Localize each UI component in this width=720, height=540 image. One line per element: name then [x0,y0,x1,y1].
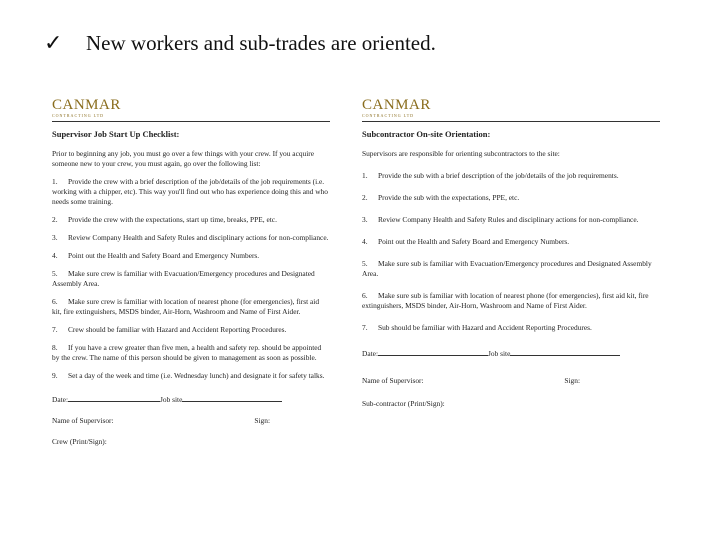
jobsite-field[interactable] [182,393,282,402]
checklist-items [52,177,330,381]
jobsite-label: Job site [160,394,183,404]
checkmark-icon: ✓ [44,30,63,55]
supervisor-sign-row [52,416,330,425]
heading-text: New workers and sub-trades are oriented. [86,30,436,55]
orientation-item: 1. Provide the sub with a brief description of the job/details of the job requirements. [362,170,619,180]
checklist-item: 1. Provide the crew with a brief description of the job/details of the job requirements (i.e. working with a chipper, etc). This way you'll find out who has experience doing this and who needs some training. [52,176,328,206]
checklist-item: 6. Make sure crew is familiar with location of nearest phone (for emergencies), first aid kit, fire extinguishers, MSDS binder, Air-Horn, Washroom and Name of First Aider. [52,296,320,316]
sign-label: Sign: [564,375,580,385]
canmar-logo [362,98,660,118]
subcontractor-orientation-document [362,98,660,408]
sign-label: Sign: [254,415,270,425]
canmar-logo [52,98,330,118]
date-jobsite-line [362,347,660,358]
date-label: Date: [52,394,69,404]
checklist-item: 2. Provide the crew with the expectations, start up time, breaks, PPE, etc. [52,214,277,224]
orientation-item: 2. Provide the sub with the expectations, PPE, etc. [362,192,520,202]
supervisor-label: Name of Supervisor: [52,415,114,425]
crew-line [52,437,330,446]
date-label: Date: [362,348,379,358]
document-title: Supervisor Job Start Up Checklist: [52,129,180,139]
jobsite-field[interactable] [510,347,620,356]
header-rule [52,121,330,122]
orientation-item: 4. Point out the Health and Safety Board and Emergency Numbers. [362,236,570,246]
checklist-item: 7. Crew should be familiar with Hazard and Accident Reporting Procedures. [52,324,287,334]
subcontractor-label: Sub-contractor (Print/Sign): [362,398,445,408]
date-field[interactable] [378,347,488,356]
jobsite-label: Job site [488,348,511,358]
document-title: Subcontractor On-site Orientation: [362,129,491,139]
supervisor-label: Name of Supervisor: [362,375,424,385]
orientation-item: 5. Make sure sub is familiar with Evacuation/Emergency procedures and Designated Assembly Area. [362,258,652,278]
date-jobsite-line [52,393,330,404]
supervisor-checklist-document [52,98,330,446]
logo-sub-text: CONTRACTING LTD [52,113,105,118]
logo-sub-text: CONTRACTING LTD [362,113,415,118]
orientation-item: 6. Make sure sub is familiar with location of nearest phone (for emergencies), first aid kit, fire extinguishers, MSDS binder, Air-Horn, Washroom and Name of First Aider. [362,290,649,310]
logo-main-text: CANMAR [362,97,431,113]
checklist-item: 5. Make sure crew is familiar with Evacuation/Emergency procedures and Designated Assembly Area. [52,268,315,288]
document-intro: Prior to beginning any job, you must go over a few things with your crew. If you acquire someone new to your crew, you must again, go over the following list: [52,149,315,168]
supervisor-sign-row [362,376,660,385]
header-rule [362,121,660,122]
checklist-item: 8. If you have a crew greater than five men, a health and safety rep. should be appointed by the crew. The name of this person should be given to management as soon as possible. [52,342,322,362]
orientation-items [362,171,660,333]
crew-label: Crew (Print/Sign): [52,436,107,446]
logo-main-text: CANMAR [52,97,121,113]
date-field[interactable] [68,393,160,402]
checklist-item: 9. Set a day of the week and time (i.e. Wednesday lunch) and designate it for safety talks. [52,370,325,380]
subcontractor-line [362,399,660,408]
checklist-item: 4. Point out the Health and Safety Board and Emergency Numbers. [52,250,260,260]
slide-heading [44,30,436,56]
orientation-item: 3. Review Company Health and Safety Rules and disciplinary actions for non-compliance. [362,214,639,224]
document-intro: Supervisors are responsible for orienting subcontractors to the site: [362,149,560,158]
orientation-item: 7. Sub should be familiar with Hazard and Accident Reporting Procedures. [362,322,592,332]
checklist-item: 3. Review Company Health and Safety Rules and disciplinary actions for non-compliance. [52,232,329,242]
